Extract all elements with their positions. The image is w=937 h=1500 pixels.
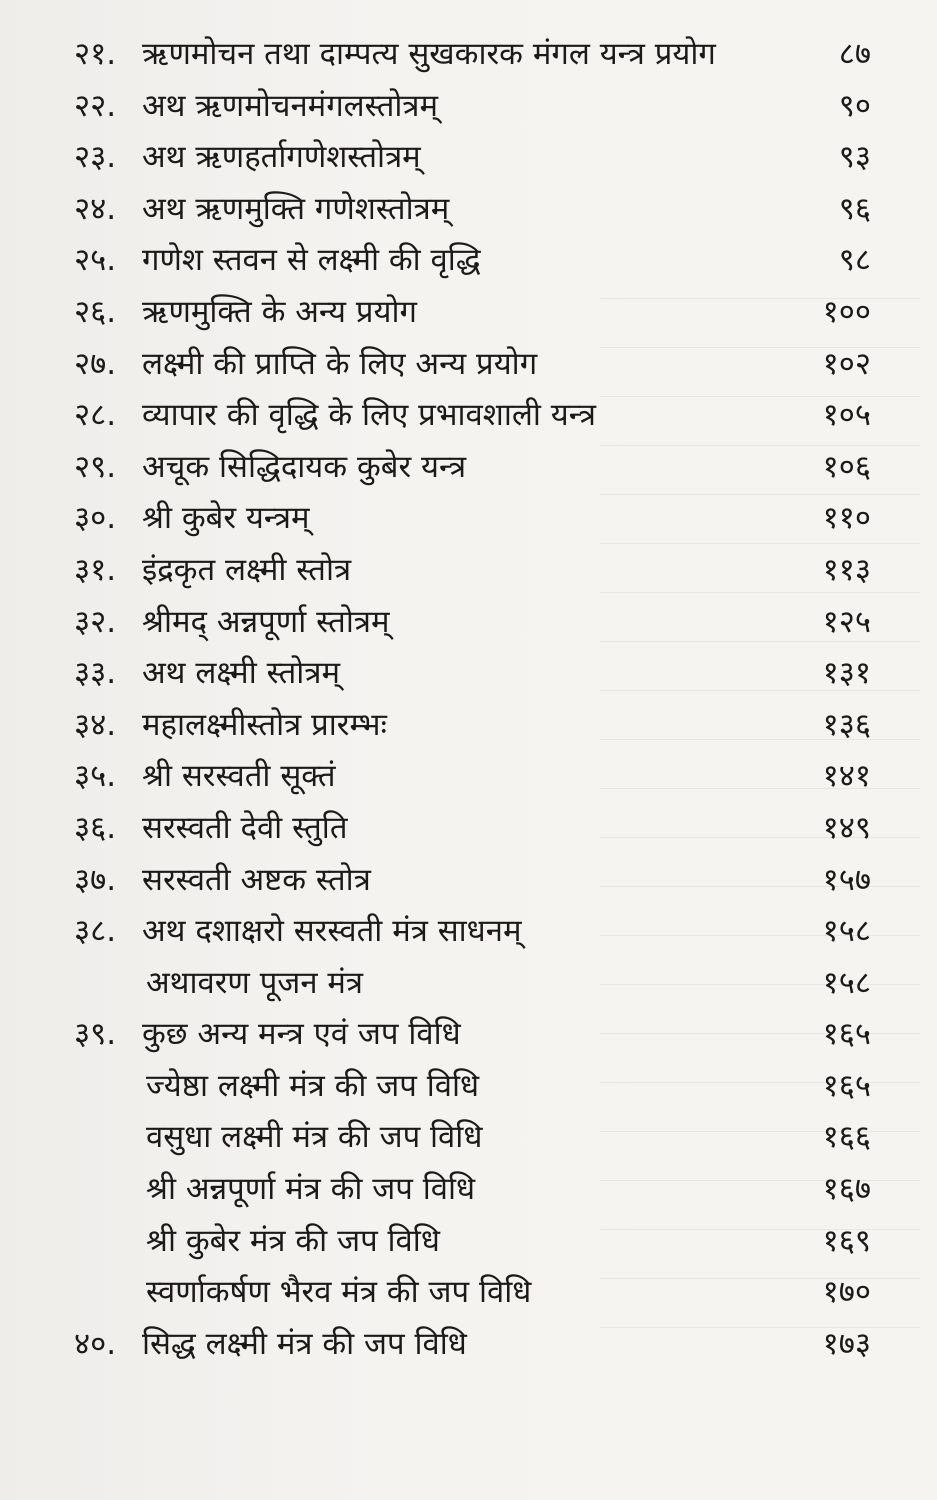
toc-number: २७. [74, 345, 117, 382]
toc-page: १०० [822, 293, 871, 330]
toc-title: सरस्वती देवी स्तुति [142, 809, 348, 846]
toc-row [0, 234, 937, 286]
toc-title: श्री कुबेर यन्त्रम् [142, 500, 310, 537]
toc-row [0, 131, 937, 183]
toc-page: १५७ [822, 861, 871, 898]
toc-number: २५. [74, 242, 117, 279]
toc-page: १५८ [822, 913, 871, 950]
toc-title: गणेश स्तवन से लक्ष्मी की वृद्धि [142, 242, 481, 279]
toc-page: ९८ [838, 242, 871, 279]
toc-title: अथ ऋणहर्तागणेशस्तोत्रम् [142, 139, 421, 176]
toc-row [0, 1060, 937, 1112]
toc-row [0, 338, 937, 390]
toc-number: ३४. [74, 706, 117, 743]
toc-title: अथ ऋणमोचनमंगलस्तोत्रम् [142, 87, 439, 124]
toc-row [0, 544, 937, 596]
toc-number: ३७. [74, 861, 117, 898]
toc-title: वसुधा लक्ष्मी मंत्र की जप विधि [146, 1119, 483, 1156]
toc-title: ऋणमुक्ति के अन्य प्रयोग [142, 293, 417, 330]
toc-title: श्री अन्नपूर्णा मंत्र की जप विधि [146, 1171, 476, 1208]
toc-title: महालक्ष्मीस्तोत्र प्रारम्भः [142, 706, 387, 743]
toc-row [0, 647, 937, 699]
toc-number: ३३. [74, 655, 117, 692]
toc-number: ३१. [74, 551, 117, 588]
toc-row [0, 286, 937, 338]
toc-page: ८७ [838, 36, 871, 72]
toc-number: २८. [74, 397, 117, 434]
toc-title: अचूक सिद्धिदायक कुबेर यन्त्र [142, 448, 467, 485]
toc-row [0, 1266, 937, 1318]
toc-page: १७० [822, 1274, 871, 1311]
toc-number: २१. [74, 36, 117, 72]
toc-page: १६५ [822, 1067, 871, 1104]
toc-row [0, 905, 937, 957]
table-of-contents [0, 28, 937, 1369]
toc-title: अथ ऋणमुक्ति गणेशस्तोत्रम् [142, 190, 450, 227]
toc-page: १०६ [822, 448, 871, 485]
toc-number: ३५. [74, 758, 117, 795]
toc-page: ९६ [838, 190, 871, 227]
toc-number: ३९. [74, 1016, 117, 1053]
toc-number: २९. [74, 448, 117, 485]
toc-row [0, 699, 937, 751]
toc-title: स्वर्णाकर्षण भैरव मंत्र की जप विधि [146, 1274, 532, 1311]
toc-row [0, 750, 937, 802]
toc-row [0, 80, 937, 132]
toc-title: व्यापार की वृद्धि के लिए प्रभावशाली यन्त्र [142, 397, 596, 434]
toc-row [0, 28, 937, 80]
toc-row [0, 389, 937, 441]
toc-number: ३२. [74, 603, 117, 640]
toc-row [0, 802, 937, 854]
toc-title: कुछ अन्य मन्त्र एवं जप विधि [142, 1016, 461, 1053]
toc-row [0, 854, 937, 906]
toc-page: ११० [822, 500, 871, 537]
toc-title: सिद्ध लक्ष्मी मंत्र की जप विधि [142, 1325, 467, 1362]
toc-page: १४१ [822, 758, 871, 795]
toc-title: अथ लक्ष्मी स्तोत्रम् [142, 655, 340, 692]
toc-title: ज्येष्ठा लक्ष्मी मंत्र की जप विधि [146, 1067, 480, 1104]
toc-page: १५८ [822, 964, 871, 1001]
toc-row [0, 596, 937, 648]
toc-title: श्रीमद् अन्नपूर्णा स्तोत्रम् [142, 603, 390, 640]
toc-row [0, 1111, 937, 1163]
toc-row [0, 441, 937, 493]
toc-page: १६५ [822, 1016, 871, 1053]
toc-row [0, 1008, 937, 1060]
toc-row [0, 957, 937, 1009]
toc-row [0, 183, 937, 235]
toc-title: ऋणमोचन तथा दाम्पत्य सुखकारक मंगल यन्त्र प्रयोग [142, 36, 716, 72]
toc-title: सरस्वती अष्टक स्तोत्र [142, 861, 371, 898]
toc-number: ३०. [74, 500, 117, 537]
toc-number: २२. [74, 87, 117, 124]
toc-title: अथावरण पूजन मंत्र [146, 964, 364, 1001]
toc-row [0, 1163, 937, 1215]
toc-page: १६७ [822, 1171, 871, 1208]
toc-title: अथ दशाक्षरो सरस्वती मंत्र साधनम् [142, 913, 522, 950]
toc-page: १४९ [822, 809, 871, 846]
toc-page: १३६ [822, 706, 871, 743]
toc-page: १७३ [822, 1325, 871, 1362]
toc-row [0, 1215, 937, 1267]
toc-page: १३१ [822, 655, 871, 692]
toc-page: १०२ [822, 345, 871, 382]
toc-page: ९३ [838, 139, 871, 176]
toc-page: १२५ [822, 603, 871, 640]
toc-title: श्री सरस्वती सूक्तं [142, 758, 336, 795]
toc-row [0, 1318, 937, 1370]
toc-number: २६. [74, 293, 117, 330]
toc-page: १०५ [822, 397, 871, 434]
toc-row [0, 492, 937, 544]
toc-page: ९० [838, 87, 871, 124]
toc-title: श्री कुबेर मंत्र की जप विधि [146, 1222, 440, 1259]
toc-page: १६६ [822, 1119, 871, 1156]
toc-number: २३. [74, 139, 117, 176]
toc-number: ३६. [74, 809, 117, 846]
toc-number: ४०. [74, 1325, 117, 1362]
toc-title: इंद्रकृत लक्ष्मी स्तोत्र [142, 551, 352, 588]
toc-number: २४. [74, 190, 117, 227]
toc-page: १६९ [822, 1222, 871, 1259]
toc-number: ३८. [74, 913, 117, 950]
toc-page: ११३ [822, 551, 871, 588]
toc-title: लक्ष्मी की प्राप्ति के लिए अन्य प्रयोग [142, 345, 538, 382]
